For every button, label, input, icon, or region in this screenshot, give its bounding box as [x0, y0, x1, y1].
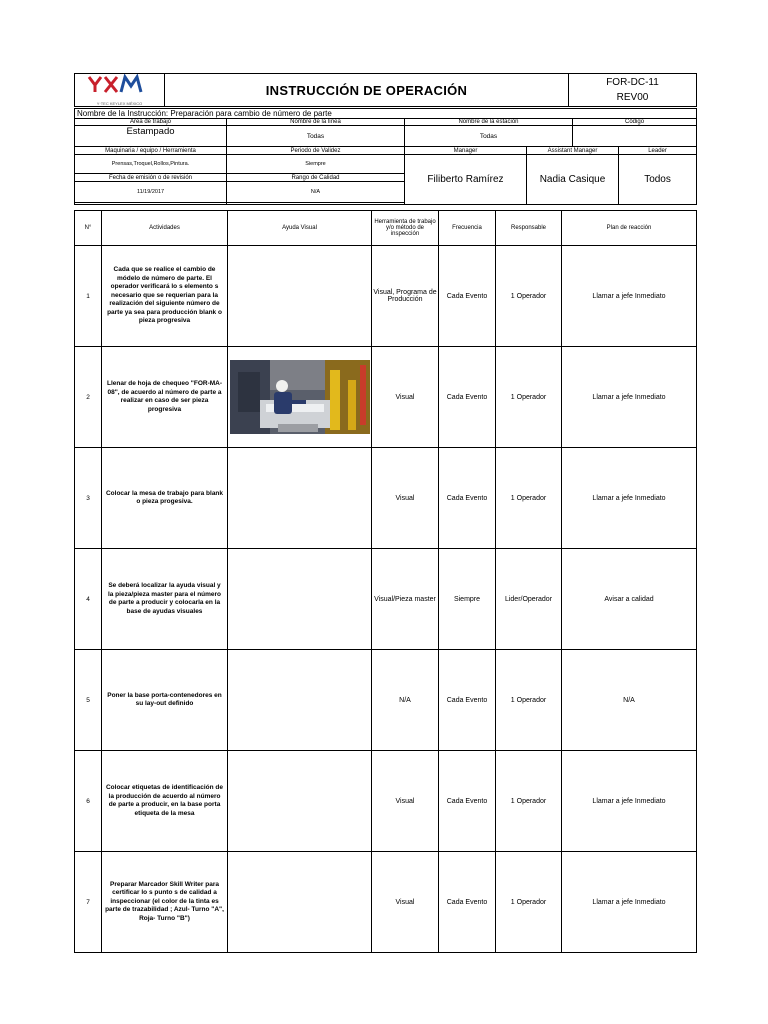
- responsible: 1 Operador: [496, 347, 562, 448]
- table-row: [75, 852, 697, 953]
- visual-aid: [228, 751, 372, 852]
- tool-method: Visual: [372, 448, 439, 549]
- visual-aid: [228, 246, 372, 347]
- activity-text: Se deberá localizar la ayuda visual y la pieza/pieza master para el número de parte a producir y colocarla en la base de ayudas visuales: [102, 549, 228, 650]
- station-value: Todas: [405, 126, 573, 147]
- tool-method: Visual/Pieza master: [372, 549, 439, 650]
- activity-text: Preparar Marcador Skill Writer para certificar lo s punto s de calidad a inspeccionar (el color de la tinta es parte de trazabilidad ; Azul- Turno "A", Roja- Turno "B"): [102, 852, 228, 953]
- date-value: 11/19/2017: [75, 182, 227, 203]
- visual-aid: [228, 549, 372, 650]
- col-header: Responsable: [496, 211, 562, 246]
- responsible: 1 Operador: [496, 448, 562, 549]
- station-label: Nombre de la estación: [405, 119, 573, 126]
- leader-value: Todos: [619, 155, 697, 205]
- reaction-plan: Llamar a jefe Inmediato: [562, 852, 697, 953]
- col-header: Frecuencia: [439, 211, 496, 246]
- col-header: N°: [75, 211, 102, 246]
- row-number: 6: [75, 751, 102, 852]
- frequency: Cada Evento: [439, 347, 496, 448]
- logo-text: Y·TEC KEYLEX MÉXICO: [96, 101, 143, 106]
- table-header: [75, 211, 697, 246]
- table-row: [75, 751, 697, 852]
- company-logo-icon: [85, 74, 155, 98]
- period-label: Periodo de Validez: [227, 147, 405, 155]
- activity-text: Colocar etiquetas de identificación de la producción de acuerdo al número de parte a producir, en la base porta etiqueta de la mesa: [102, 751, 228, 852]
- reaction-plan: Llamar a jefe Inmediato: [562, 347, 697, 448]
- row-number: 4: [75, 549, 102, 650]
- machinery-value: Prensas,Troquel,Rollos,Pintura.: [75, 155, 227, 174]
- row-number: 1: [75, 246, 102, 347]
- header-table: [74, 73, 697, 107]
- col-header: Actividades: [102, 211, 228, 246]
- logo: [75, 74, 165, 107]
- reaction-plan: Llamar a jefe Inmediato: [562, 246, 697, 347]
- responsible: 1 Operador: [496, 650, 562, 751]
- activity-text: Poner la base porta-contenedores en su lay-out definido: [102, 650, 228, 751]
- period-value: Siempre: [227, 155, 405, 174]
- visual-aid: [228, 852, 372, 953]
- machinery-label: Maquinaria / equipo / Herramienta: [75, 147, 227, 155]
- row-number: 5: [75, 650, 102, 751]
- tool-method: Visual: [372, 852, 439, 953]
- instruction-name: Nombre de la Instrucción: Preparación para cambio de número de parte: [75, 109, 697, 119]
- leader-label: Leader: [619, 147, 697, 155]
- responsible: 1 Operador: [496, 751, 562, 852]
- reaction-plan: N/A: [562, 650, 697, 751]
- date-label: Fecha de emisión o de revisión: [75, 174, 227, 182]
- line-label: Nombre de la línea: [227, 119, 405, 126]
- document-code: [569, 74, 697, 107]
- col-header: Herramienta de trabajo y/o método de inspección: [372, 211, 439, 246]
- visual-aid: [228, 347, 372, 448]
- activity-text: Cada que se realice el cambio de módelo de número de parte. El operador verificará lo s elemento s necesario que se requerian para la realización del siguiente número de parte ya sea para producción blank o pieza progresiva: [102, 246, 228, 347]
- frequency: Cada Evento: [439, 852, 496, 953]
- col-header: Plan de reacción: [562, 211, 697, 246]
- visual-aid: [228, 448, 372, 549]
- info-table: [74, 108, 697, 205]
- table-row: [75, 347, 697, 448]
- row-number: 3: [75, 448, 102, 549]
- area-value: Estampado: [75, 126, 227, 147]
- reaction-plan: Avisar a calidad: [562, 549, 697, 650]
- activity-text: Colocar la mesa de trabajo para blank o pieza progesiva.: [102, 448, 228, 549]
- codigo-label: Código: [573, 119, 697, 126]
- responsible: 1 Operador: [496, 246, 562, 347]
- manager-value: Filiberto Ramírez: [405, 155, 527, 205]
- responsible: Lider/Operador: [496, 549, 562, 650]
- tool-method: Visual: [372, 347, 439, 448]
- codigo-value: [573, 126, 697, 147]
- row-number: 2: [75, 347, 102, 448]
- doc-code: FOR-DC-11: [606, 77, 659, 88]
- reaction-plan: Llamar a jefe Inmediato: [562, 448, 697, 549]
- frequency: Cada Evento: [439, 650, 496, 751]
- visual-aid: [228, 650, 372, 751]
- reaction-plan: Llamar a jefe Inmediato: [562, 751, 697, 852]
- col-header: Ayuda Visual: [228, 211, 372, 246]
- table-row: [75, 650, 697, 751]
- table-row: [75, 549, 697, 650]
- revision: REV00: [616, 92, 649, 103]
- frequency: Cada Evento: [439, 246, 496, 347]
- row-number: 7: [75, 852, 102, 953]
- tool-method: N/A: [372, 650, 439, 751]
- activity-text: Llenar de hoja de chequeo "FOR-MA-08", de acuerdo al número de parte a realizar en caso de ser pieza progresiva: [102, 347, 228, 448]
- operator-photo-icon: [230, 360, 370, 434]
- line-value: Todas: [227, 126, 405, 147]
- tool-method: Visual, Programa de Producción: [372, 246, 439, 347]
- manager-label: Manager: [405, 147, 527, 155]
- area-label: Área de trabajo: [75, 119, 227, 126]
- activities-table: [74, 210, 697, 953]
- quality-label: Rango de Calidad: [227, 174, 405, 182]
- frequency: Cada Evento: [439, 448, 496, 549]
- document-title: INSTRUCCIÓN DE OPERACIÓN: [165, 74, 569, 107]
- table-row: [75, 448, 697, 549]
- visual-aid-photo: [230, 360, 370, 434]
- quality-value: N/A: [227, 182, 405, 203]
- table-row: [75, 246, 697, 347]
- assistant-label: Assistant Manager: [527, 147, 619, 155]
- frequency: Siempre: [439, 549, 496, 650]
- tool-method: Visual: [372, 751, 439, 852]
- responsible: 1 Operador: [496, 852, 562, 953]
- frequency: Cada Evento: [439, 751, 496, 852]
- assistant-value: Nadia Casique: [527, 155, 619, 205]
